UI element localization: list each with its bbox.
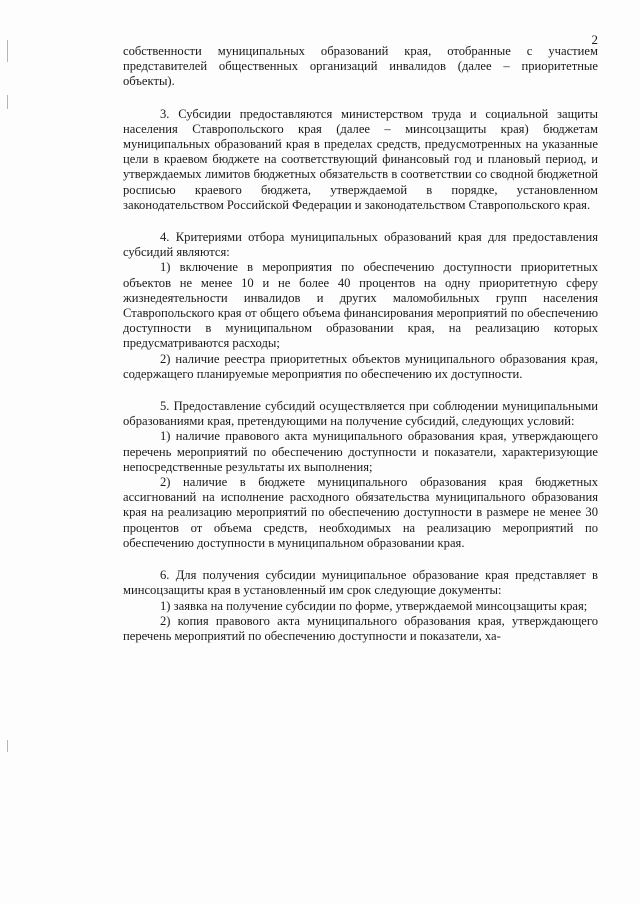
paragraph-item-4-1: 1) включение в мероприятия по обеспечению доступности приоритетных объектов не менее 10 и не более 40 процентов на одну приоритетную сферу жизнедеятельности инвалидов и других маломобильных групп населения Ставропольского края от общего объема финансирования мероприятий по обеспечению доступности в муниципальном образовании края, на реализацию которых предусматриваются расходы; [123, 260, 598, 351]
document-body [123, 44, 598, 644]
paragraph-item-6-1: 1) заявка на получение субсидии по форме, утверждаемой минсоцзащиты края; [160, 598, 588, 613]
paragraph-gap [123, 551, 598, 568]
paragraph-item-6-2: 2) копия правового акта муниципального образования края, утверждающего перечень мероприятий по обеспечению доступности и показатели, ха- [123, 613, 598, 643]
paragraph-item-5: 5. Предоставление субсидий осуществляется при соблюдении муниципальными образованиями края, претендующими на получение субсидий, следующих условий: [123, 399, 598, 429]
paragraph-item-4-2: 2) наличие реестра приоритетных объектов муниципального образования края, содержащего планируемые мероприятия по обеспечению их доступности. [123, 351, 598, 381]
scan-edge-mark [7, 740, 8, 752]
paragraph-item-5-2: 2) наличие в бюджете муниципального образования края бюджетных ассигнований на исполнение расходного обязательства муниципального образования края на реализацию мероприятий по обеспечению доступности в размере не менее 30 процентов от объема средств, необходимых на реализацию мероприятий по обеспечению доступности в муниципальном образовании края. [123, 475, 598, 550]
paragraph-gap [123, 213, 598, 230]
page-number: 2 [591, 32, 598, 47]
paragraph-item-5-1: 1) наличие правового акта муниципального образования края, утверждающего перечень мероприятий по обеспечению доступности и показатели, характеризующие непосредственные результаты их выполнения; [123, 429, 598, 474]
paragraph-item-4: 4. Критериями отбора муниципальных образований края для предоставления субсидий являются: [123, 230, 598, 260]
scan-edge-mark [7, 40, 8, 62]
paragraph-item-6: 6. Для получения субсидии муниципальное образование края представляет в минсоцзащиты края в установленный им срок следующие документы: [123, 568, 598, 598]
paragraph-continuation: собственности муниципальных образований края, отобранные с участием представителей общественных организаций инвалидов (далее – приоритетные объекты). [123, 44, 598, 89]
scan-edge-mark [7, 95, 8, 109]
paragraph-gap [123, 90, 598, 107]
paragraph-item-3: 3. Субсидии предоставляются министерством труда и социальной защиты населения Ставропольского края (далее – минсоцзащиты края) бюджетам муниципальных образований края в пределах средств, предусмотренных на указанные цели в краевом бюджете на соответствующий финансовый год и плановый период, и утверждаемых лимитов бюджетных обязательств в соответствии со сводной бюджетной росписью краевого бюджета, утверждаемой в порядке, установленном законодательством Российской Федерации и законодательством Ставропольского края. [123, 106, 598, 212]
paragraph-gap [123, 382, 598, 399]
